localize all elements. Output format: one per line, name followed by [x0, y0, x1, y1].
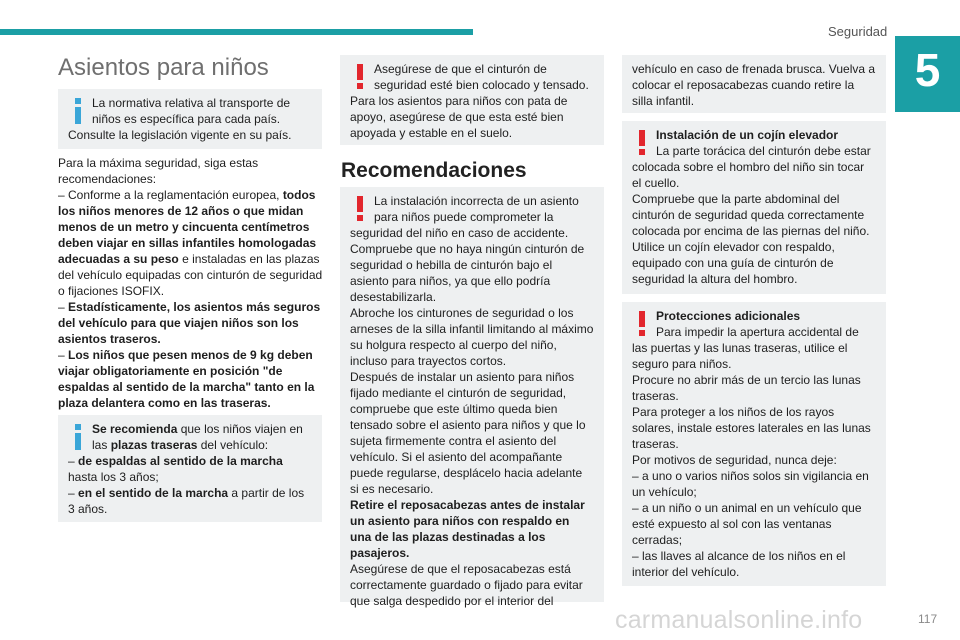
chapter-tab: 5	[895, 36, 960, 112]
bullet-european-rule: – Conforme a la reglamentación europea, todos los niños menores de 12 años o que midan menos de un metro y cincuenta centímetros deben viajar en sillas infantiles homologadas adecuadas a su peso e instaladas en las plazas del vehículo equipadas con cinturón de seguridad o fijaciones ISOFIX.	[58, 188, 323, 298]
watermark: carmanualsonline.info	[615, 606, 863, 634]
continuation-box: vehículo en caso de frenada brusca. Vuelva a colocar el reposacabezas cuando retire la silla infantil.	[622, 55, 886, 113]
info-box-legislation: La normativa relativa al transporte de niños es específica para cada país. Consulte la legislación vigente en su país.	[58, 89, 322, 149]
bullet-under-9kg: – Los niños que pesen menos de 9 kg deben viajar obligatoriamente en posición "de espaldas al sentido de la marcha" tanto en la plaza delantera como en las traseras.	[58, 348, 315, 410]
page-number: 117	[918, 612, 938, 626]
header-accent-bar	[0, 29, 473, 35]
info-icon	[70, 98, 88, 124]
section-label: Seguridad	[828, 24, 888, 39]
info-icon	[70, 424, 88, 450]
intro-text: Para la máxima seguridad, siga estas recomendaciones: – Conforme a la reglamentación europea, todos los niños menores de 12 años o que midan menos de un metro y cincuenta centímetros deben viajar en sillas infantiles homologadas adecuadas a su peso e instaladas en las plazas del vehículo equipadas con cinturón de seguridad o fijaciones ISOFIX. – Estadísticamente, los asientos más seguros del vehículo para que viajen niños son los asientos traseros. – Los niños que pesen menos de 9 kg deben viajar obligatoriamente en posición "de espaldas al sentido de la marcha" tanto en la plaza delantera como en las traseras.	[58, 156, 323, 410]
section-heading-recommendations: Recomendaciones	[341, 159, 527, 182]
warning-icon	[634, 311, 652, 337]
info-box-recommendation: Se recomienda que los niños viajen en las plazas traseras del vehículo: – de espaldas al sentido de la marcha hasta los 3 años; – en el sentido de la marcha a partir de los 3 años.	[58, 415, 322, 522]
warning-box-installation: La instalación incorrecta de un asiento para niños puede comprometer la seguridad del niño en caso de accidente. Compruebe que no haya ningún cinturón de seguridad o hebilla de cinturón bajo el asiento para niños, ya que ello podría desestabilizarla. Abroche los cinturones de seguridad o los arneses de la silla infantil limitando al máximo su holgura respecto al cuerpo del niño, incluso para trayectos cortos. Después de instalar un asiento para niños fijado mediante el cinturón de seguridad, compruebe que este último queda bien tensado sobre el asiento para niños y que lo sujeta firmemente contra el asiento del vehículo. Si el asiento del acompañante puede regularse, desplácelo hacia adelante si es necesario. Retire el reposacabezas antes de instalar un asiento para niños con respaldo en una de las plazas destinadas a los pasajeros. Asegúrese de que el reposacabezas está correctamente guardado o fijado para evitar que salga despedido por el interior del	[340, 187, 604, 602]
warning-icon	[634, 130, 652, 156]
bullet-rear-seats: – Estadísticamente, los asientos más seguros del vehículo para que viajen niños son los asientos traseros.	[58, 300, 321, 346]
warning-icon	[352, 196, 370, 222]
warning-icon	[352, 64, 370, 90]
page-title: Asientos para niños	[58, 54, 269, 81]
warning-box-additional-protection: Protecciones adicionales Para impedir la apertura accidental de las puertas y las lunas traseras, utilice el seguro para niños. Procure no abrir más de un tercio las lunas traseras. Para proteger a los niños de los rayos solares, instale estores laterales en las lunas traseras. Por motivos de seguridad, nunca deje: – a uno o varios niños solos sin vigilancia en un vehículo; – a un niño o un animal en un vehículo que esté expuesto al sol con las ventanas cerradas; – las llaves al alcance de los niños en el interior del vehículo.	[622, 302, 886, 586]
warning-box-booster-cushion: Instalación de un cojín elevador La parte torácica del cinturón debe estar colocada sobre el hombro del niño sin tocar el cuello. Compruebe que la parte abdominal del cinturón de seguridad queda correctamente colocada por encima de las piernas del niño. Utilice un cojín elevador con respaldo, equipado con una guía de cinturón de seguridad la altura del hombro.	[622, 121, 886, 294]
warning-box-belt: Asegúrese de que el cinturón de seguridad esté bien colocado y tensado. Para los asientos para niños con pata de apoyo, asegúrese de que esta esté bien apoyada y estable en el suelo.	[340, 55, 604, 145]
